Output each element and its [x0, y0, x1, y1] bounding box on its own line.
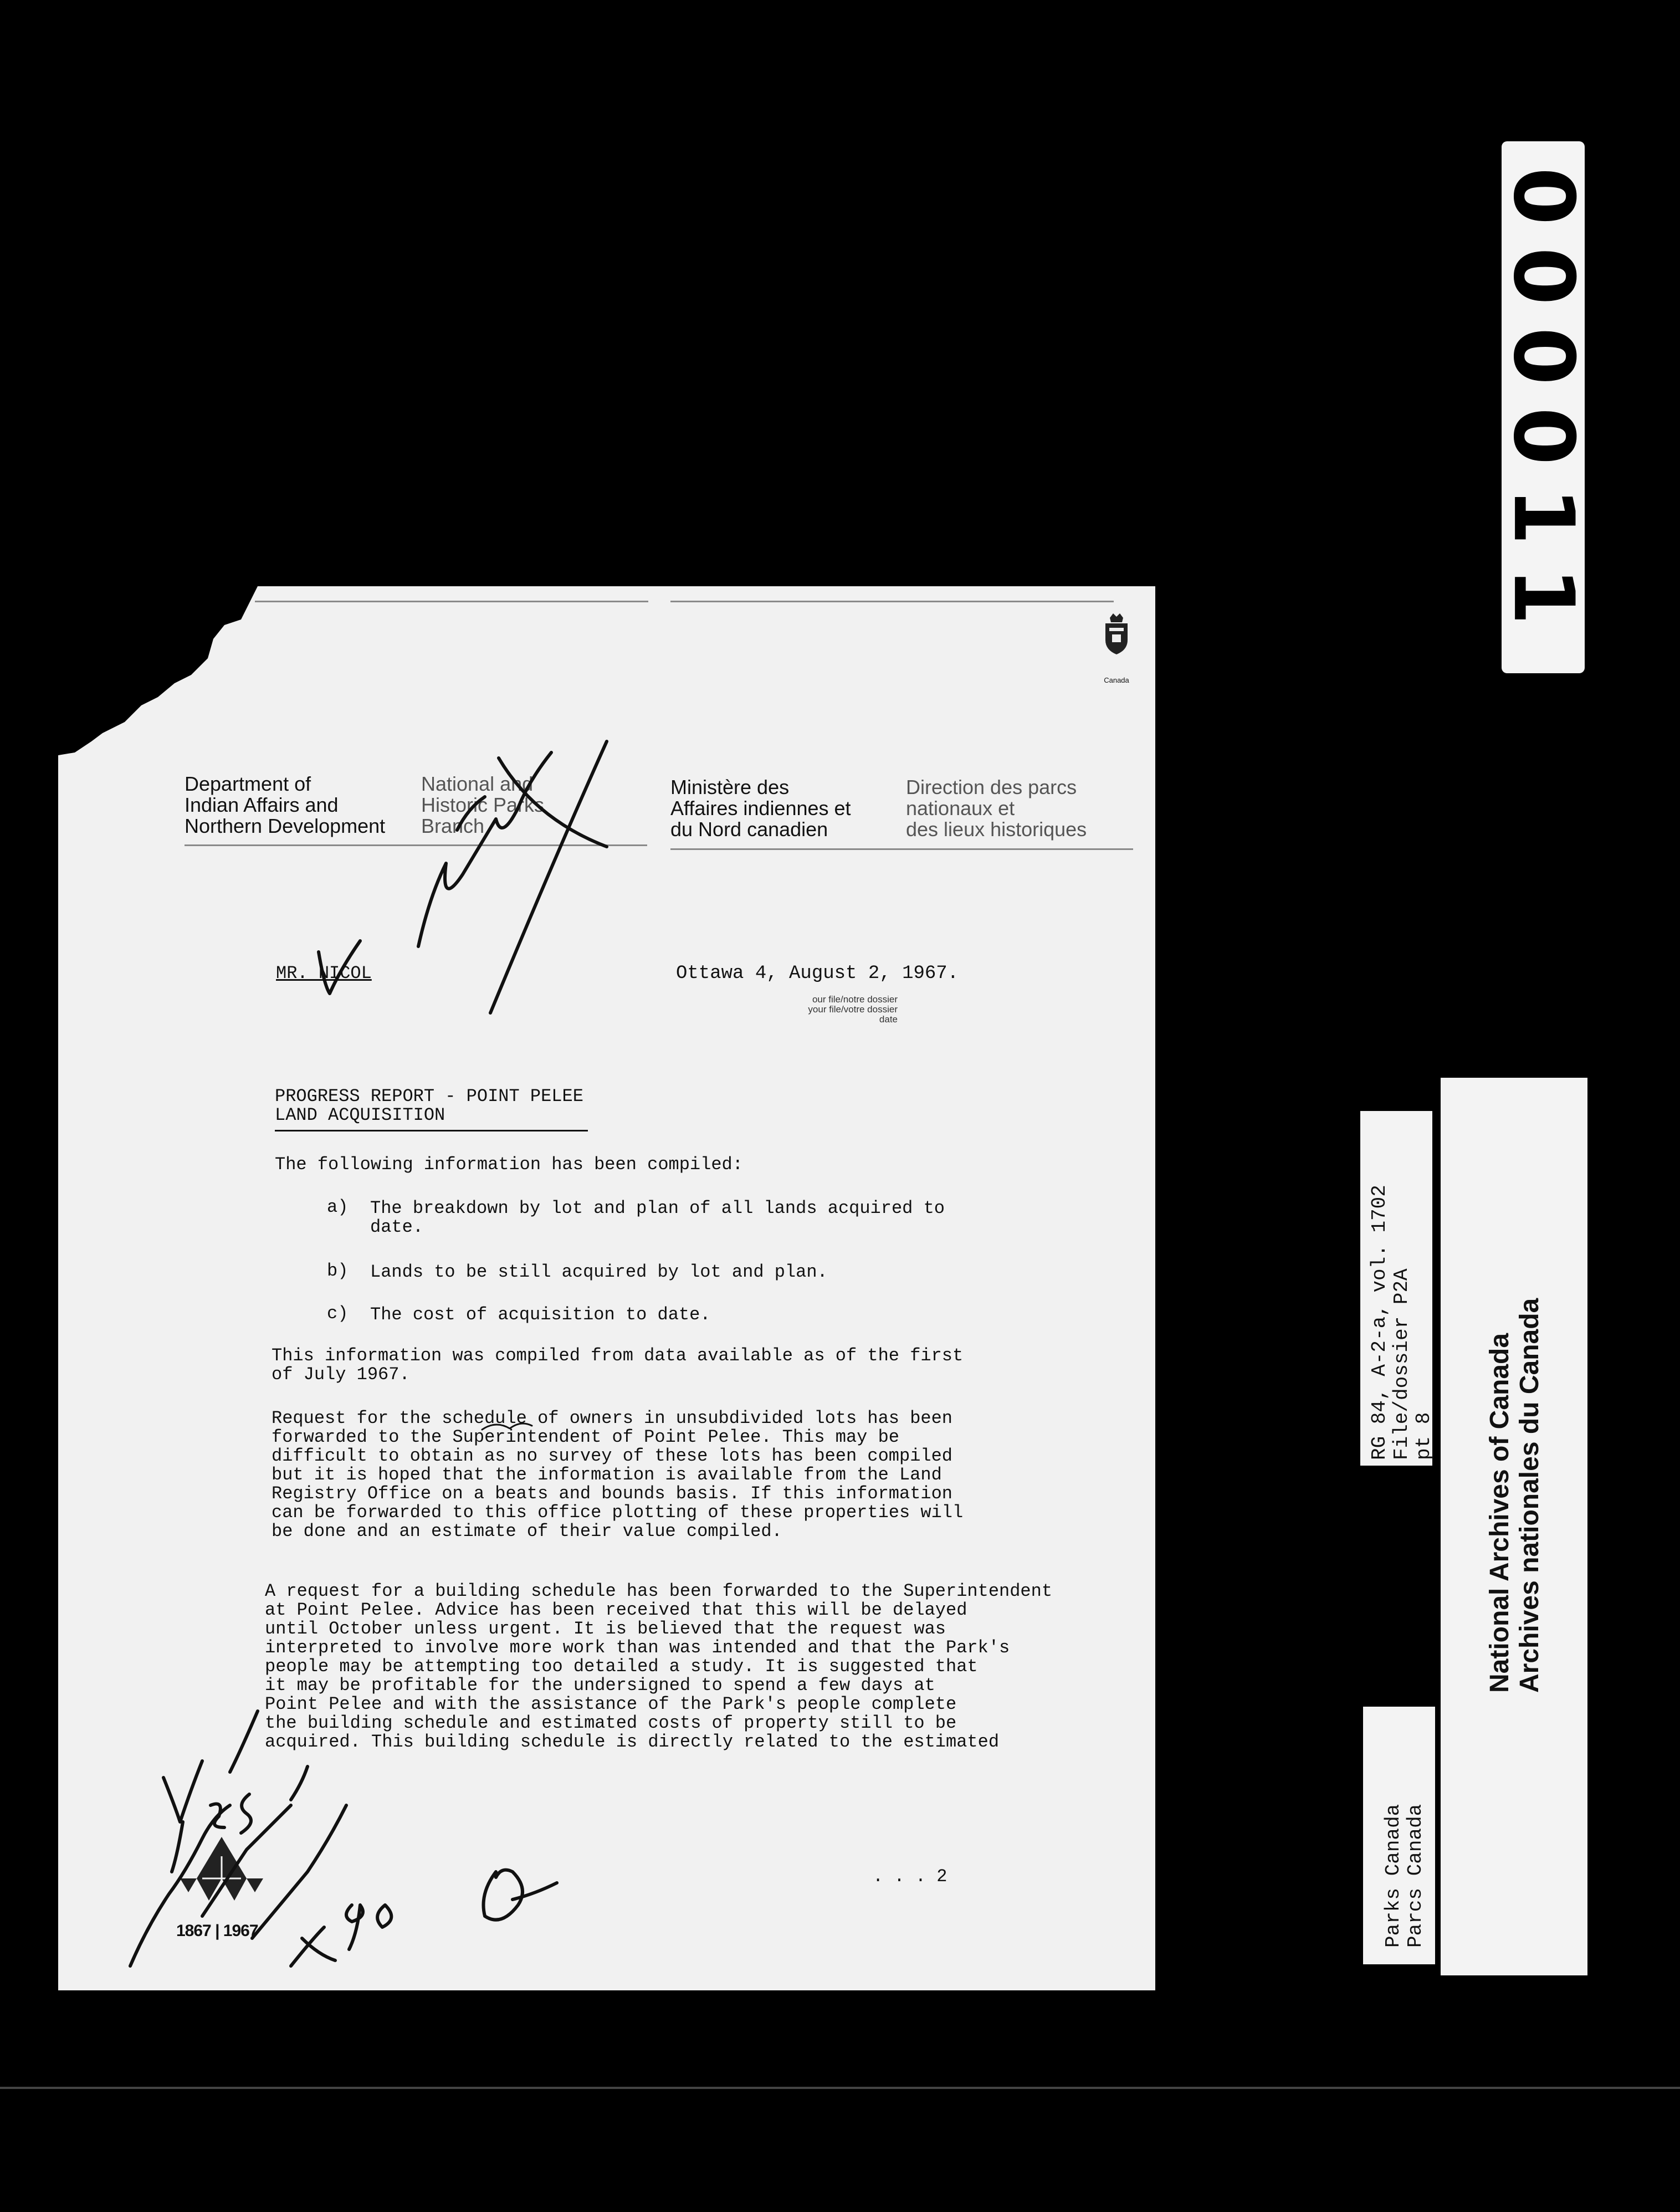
list-marker-b: b) [327, 1261, 349, 1281]
archive-reference: RG 84, A-2-a, vol. 1702 File/dossier P2A pt 8 [1368, 1185, 1435, 1460]
department-name-fr: Ministère des Affaires indiennes et du Nord canadien [670, 776, 851, 841]
memo-intro: The following information has been compiled: [275, 1154, 743, 1175]
memo-subject: PROGRESS REPORT - POINT PELEE LAND ACQUISITION [275, 1086, 583, 1125]
list-marker-a: a) [327, 1197, 349, 1217]
paragraph-3: A request for a building schedule has been forwarded to the Superintendent at Point Pelee. Advice has been received that this will be delayed until October unless urgent. It is believed that the request was interpreted to involve more work than was intended and that the Park's people may be attempting too detailed a study. It is suggested that it may be profitable for the undersigned to spend a few days at Point Pelee and with the assistance of the Park's people complete the building schedule and estimated costs of property still to be acquired. This building schedule is directly related to the estimated [265, 1581, 1053, 1752]
department-name-en: Department of Indian Affairs and Northern Development [185, 772, 386, 837]
agency-name: Parks Canada Parcs Canada [1382, 1804, 1427, 1948]
paragraph-1: This information was compiled from data available as of the first of July 1967. [272, 1345, 964, 1385]
place-date: Ottawa 4, August 2, 1967. [676, 963, 959, 984]
file-reference-labels: our file/notre dossier your file/votre dossier date [808, 994, 898, 1025]
frame-number [1495, 141, 1592, 673]
handwritten-annotations [58, 586, 1155, 1990]
branch-name-en: National and Historic Parks Branch [421, 772, 545, 837]
paragraph-2: Request for the schedule of owners in unsubdivided lots has been forwarded to the Superintendent of Point Pelee. This may be difficult to obtain as no survey of these lots has been compiled but it is hoped that the information is available from the Land Registry Office on a beats and bounds basis. If this information can be forwarded to this office plotting of these properties will be done and an estimate of their value compiled. [272, 1408, 964, 1542]
branch-name-fr: Direction des parcs nationaux et des lieux historiques [906, 776, 1087, 841]
crest-caption: Canada [1104, 676, 1129, 684]
film-edge-line [0, 2087, 1680, 2089]
centennial-years: 1867 | 1967 [176, 1922, 258, 1940]
frame-number-text: 000011 [1495, 167, 1592, 648]
list-item-b: Lands to be still acquired by lot and plan. [370, 1262, 828, 1282]
addressee: MR. NICOL [276, 963, 372, 984]
list-item-c: The cost of acquisition to date. [370, 1304, 711, 1325]
list-item-a: The breakdown by lot and plan of all lands acquired to date. [370, 1198, 945, 1237]
continued-marker: . . . 2 [873, 1866, 947, 1887]
list-marker-c: c) [327, 1303, 349, 1324]
national-archives-label: National Archives of Canada Archives nationales du Canada [1485, 1298, 1544, 1693]
